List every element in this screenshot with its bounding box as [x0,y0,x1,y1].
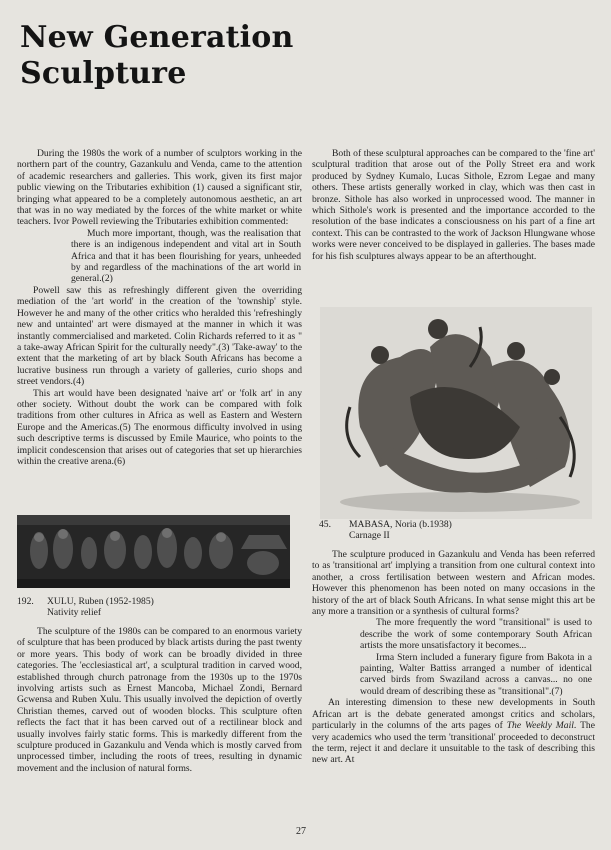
figure-caption-192 [17,596,154,618]
paragraph: Powell saw this as refreshingly different given the overriding mediation of the 'art world' in the creation of the 'township' style. However he and many of the other critics who heralded this 'refreshingly new and untainted' art were dismayed at the manner in which it was instantly commercialised and marketed. Colin Richards referred to it as " a take-away African Spirit for the culturally needy".(3) 'Take-away' to the extent that the marketing of art by black South Africans has become a lucrative business run through a variety of galleries, curio shops and street vendors.(4) [17,284,302,388]
quote-text: Much more important, though, was the realisation that there is an indigenous independent and vital art in South Africa and that it has been flourishing for years, unheeded by and regardless of the machinations of the art world in general.(2) [71,227,301,285]
relief-photo [17,515,290,588]
paragraph-text: . The very academics who used the term 'transitional' proceeded to deconstruct the term, reject it and declare it unsuitable to the task of describing this new art. At [312,720,595,766]
quote-text: Irma Stern included a funerary figure from Bakota in a painting, Walter Battiss arranged a number of identical carved birds from Swaziland across a canvas... no one would dream of describing these as "transitional".(7) [360,651,592,697]
left-column-bottom [17,626,302,774]
block-quote [71,228,301,285]
left-column-top [17,148,302,467]
figure-number: 192. [17,596,34,607]
figure-title: Nativity relief [47,607,102,618]
title-line-2: Sculpture [20,56,187,91]
figure-caption-45 [319,519,452,541]
right-column-top [312,148,595,262]
sculpture-photo [320,307,592,519]
page-number: 27 [296,826,306,837]
paragraph: During the 1980s the work of a number of sculptors working in the northern part of the country, Gazankulu and Venda, came to the attention of academic researchers and galleries. This work, given its first major public viewing on the Tributaries exhibition (1) caused a significant stir, bringing what appeared to be a completely autonomous aesthetic, an art that was in no way mediated by the forces of the white market or white teachers. Ivor Powell reviewing the Tributaries exhibition commented: [17,148,302,228]
paragraph-text: An interesting dimension to these new developments in South African art is the debate generated amongst critics and scholars, particularly in the columns of the arts pages of [312,697,595,732]
figure-title: Carnage II [349,530,390,541]
quote-text: The more frequently the word "transitional" is used to describe the work of some contemporary South African artists the more unsatisfactory it becomes... [360,617,592,652]
figure-artist: XULU, Ruben (1952-1985) [47,596,154,607]
paragraph: Both of these sculptural approaches can be compared to the 'fine art' sculptural tradition that arose out of the Polly Street era and work produced by Sydney Kumalo, Lucas Sithole, Ezrom Legae and many others. These artists generally worked in clay, which was then cast in bronze. Sithole has also worked in unprocessed wood. The manner in which Sithole's work is presented and the importance accorded to the resolution of the base indicates a consciousness on his part of a fine art context. This can be contrasted to the work of Jackson Hlungwane whose works were never conceived to be displayed in galleries. The bases made for his fish sculptures always appear to be an afterthought. [312,148,595,262]
publication-title: The Weekly Mail [506,720,574,732]
figure-artist: MABASA, Noria (b.1938) [349,519,452,530]
paragraph: This art would have been designated 'naive art' or 'folk art' in any other society. Without doubt the work can be compared with folk traditions from other cultures in Africa as well as Eastern and Western Europe and the Americas.(5) The enormous difficulty involved in using such descriptive terms is discussed by Emile Maurice, who points to the implicit condescension that arises out of categories that set up hierarchies within the creative arena.(6) [17,387,302,467]
paragraph: The sculpture of the 1980s can be compared to an enormous variety of sculpture that has been produced by black artists during the past twenty or more years. This body of work can be broadly divided in three categories. The 'ecclesiastical art', a sculptural tradition in carved wood, established through church patronage from the 1930s up to the 1970s involving artists such as Ernest Mancoba, Michael Zondi, Bernard Gcwensa and Ruben Xulu. This usually involved the depiction of overtly Christian themes, carved out of wooden blocks. This sculpture often reflects the fact that it has been carved out of a rectilinear block and usually involves fairly static forms. This is markedly different from the sculpture produced in Gazankulu and Venda which is mostly carved from unprocessed timber, including the roots of trees, resulting in dynamic movement and the inclusion of natural forms. [17,626,302,774]
page-title [20,20,294,92]
paragraph [312,697,595,765]
paragraph: The sculpture produced in Gazankulu and Venda has been referred to as 'transitional art' implying a transition from one cultural context into another, a cross fertilisation between western and African modes. However this phenomenon has been noted on many occasions in the history of the art of black South Africans. In what sense might this art be any more a transition or a synthesis of cultural forms? [312,549,595,618]
figure-number: 45. [319,519,331,530]
title-line-1: New Generation [20,20,294,55]
block-quote [360,617,592,697]
right-column-bottom [312,549,595,766]
